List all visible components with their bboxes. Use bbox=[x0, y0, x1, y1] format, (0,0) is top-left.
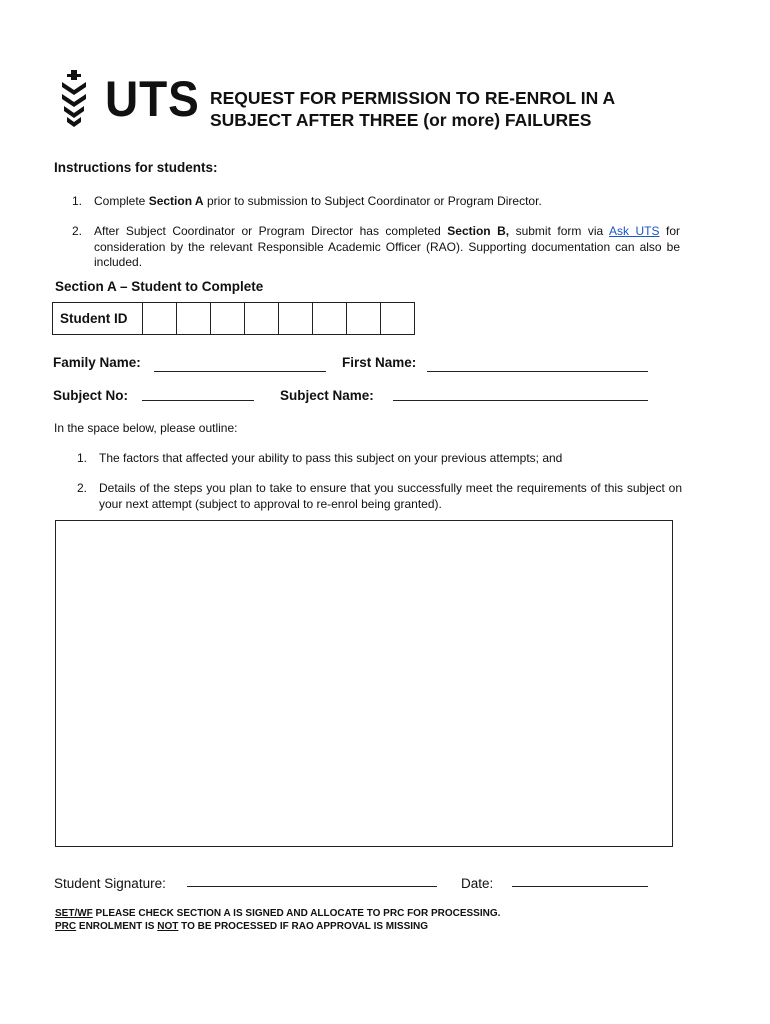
processing-note-line-2 bbox=[55, 920, 500, 933]
instruction-2-post: for consideration by the relevant Responsible Academic Officer (RAO). Supporting documentation can also be included. bbox=[94, 224, 680, 269]
line1-rest: PLEASE CHECK SECTION A IS SIGNED AND ALLOCATE TO PRC FOR PROCESSING. bbox=[92, 908, 501, 919]
outline-intro: In the space below, please outline: bbox=[54, 421, 238, 435]
outline-text-1: The factors that affected your ability to pass this subject on your previous attempts; and bbox=[99, 451, 563, 465]
section-a-heading: Section A – Student to Complete bbox=[55, 279, 264, 294]
instruction-num-1: 1. bbox=[72, 194, 83, 208]
instruction-num-2: 2. bbox=[72, 224, 83, 238]
instruction-2-mid: submit form via bbox=[509, 224, 610, 238]
ask-uts-link[interactable]: Ask UTS bbox=[609, 224, 660, 238]
processing-note bbox=[55, 907, 500, 933]
instruction-2-pre: After Subject Coordinator or Program Director has completed bbox=[94, 224, 448, 238]
page-title bbox=[210, 87, 730, 131]
instruction-1-post: prior to submission to Subject Coordinator or Program Director. bbox=[203, 194, 542, 208]
student-id-digit-4[interactable] bbox=[245, 303, 279, 335]
outline-text-2: Details of the steps you plan to take to ensure that you successfully meet the requirements of this subject on your next attempt (subject to approval to re-enrol being granted). bbox=[99, 481, 682, 511]
student-id-digit-7[interactable] bbox=[347, 303, 381, 335]
subject-no-label: Subject No: bbox=[53, 388, 129, 403]
subject-name-label: Subject Name: bbox=[280, 388, 374, 403]
student-id-digit-5[interactable] bbox=[279, 303, 313, 335]
student-id-digit-3[interactable] bbox=[211, 303, 245, 335]
date-field[interactable] bbox=[512, 886, 648, 887]
student-id-digit-2[interactable] bbox=[177, 303, 211, 335]
student-id-digit-6[interactable] bbox=[313, 303, 347, 335]
student-id-table bbox=[52, 302, 415, 335]
first-name-field[interactable] bbox=[427, 371, 648, 372]
line2-mid: ENROLMENT IS bbox=[76, 921, 158, 932]
student-id-label: Student ID bbox=[53, 303, 143, 335]
first-name-label: First Name: bbox=[342, 355, 417, 370]
line2-rest: TO BE PROCESSED IF RAO APPROVAL IS MISSING bbox=[178, 921, 429, 932]
uts-logo-text: UTS bbox=[105, 71, 200, 127]
outline-item-1 bbox=[77, 451, 682, 467]
instructions-heading: Instructions for students: bbox=[54, 160, 218, 175]
prc-text: PRC bbox=[55, 921, 77, 932]
student-signature-label: Student Signature: bbox=[54, 876, 166, 891]
outline-item-2 bbox=[77, 481, 682, 513]
title-line-1: REQUEST FOR PERMISSION TO RE-ENROL IN A bbox=[210, 88, 616, 108]
set-wf-text: SET/WF bbox=[55, 908, 93, 919]
family-name-label: Family Name: bbox=[53, 355, 141, 370]
outline-num-1: 1. bbox=[77, 451, 88, 465]
instruction-1-bold: Section A bbox=[148, 194, 204, 208]
outline-num-2: 2. bbox=[77, 481, 88, 495]
student-id-digit-1[interactable] bbox=[143, 303, 177, 335]
outline-response-box[interactable] bbox=[55, 520, 673, 847]
instruction-item-1 bbox=[72, 194, 692, 210]
date-label: Date: bbox=[461, 876, 494, 891]
student-signature-field[interactable] bbox=[187, 886, 437, 887]
family-name-field[interactable] bbox=[154, 371, 326, 372]
student-id-digit-8[interactable] bbox=[381, 303, 415, 335]
instruction-1-pre: Complete bbox=[94, 194, 149, 208]
subject-no-field[interactable] bbox=[142, 400, 254, 401]
processing-note-line-1 bbox=[55, 907, 500, 920]
not-text: NOT bbox=[157, 921, 179, 932]
title-line-2: SUBJECT AFTER THREE (or more) FAILURES bbox=[210, 110, 592, 130]
instruction-item-2 bbox=[72, 224, 682, 272]
instruction-2-bold: Section B, bbox=[447, 224, 510, 238]
subject-name-field[interactable] bbox=[393, 400, 648, 401]
